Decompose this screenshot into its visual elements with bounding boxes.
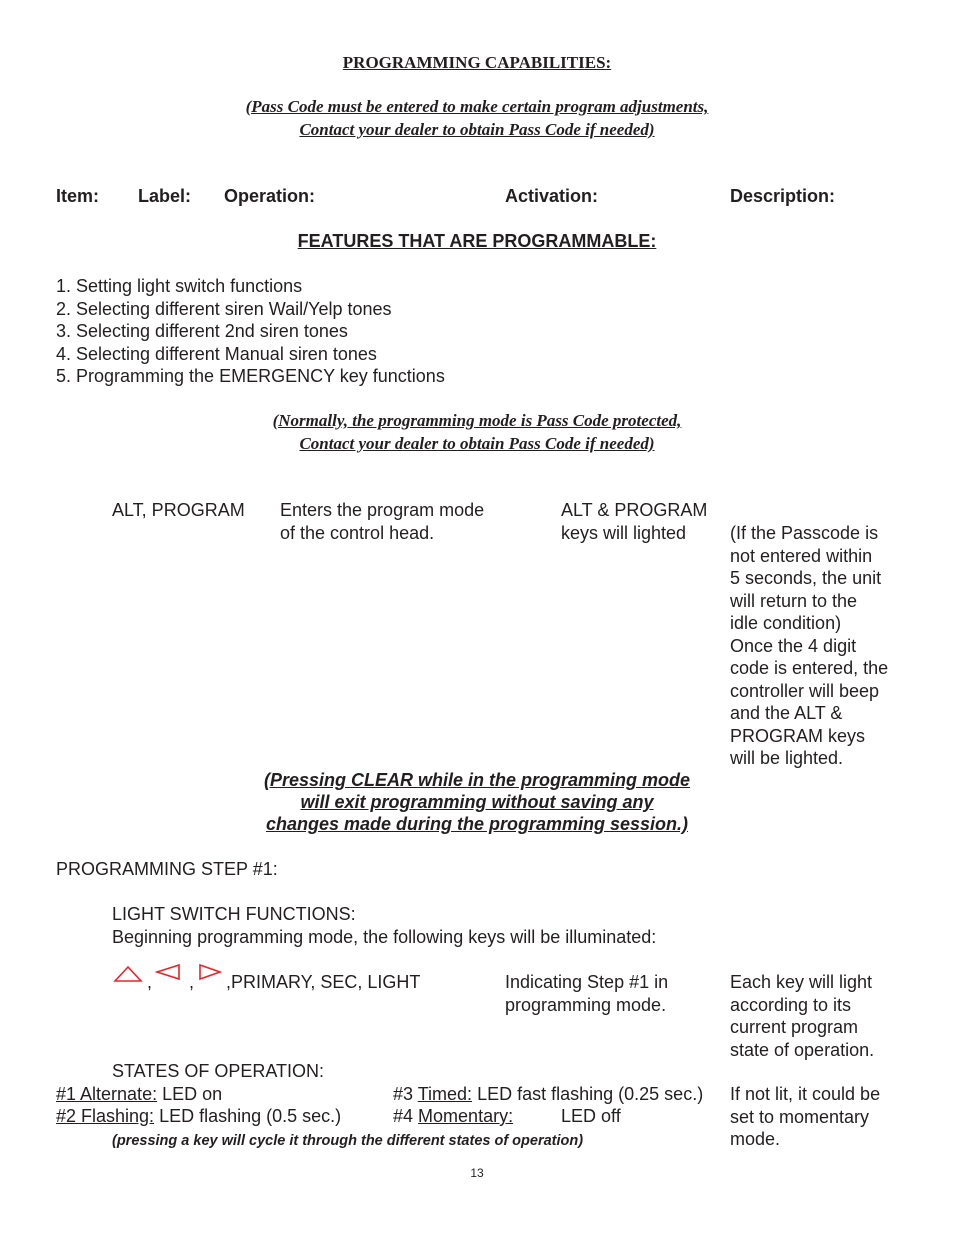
state3-label: Timed:	[417, 1084, 473, 1104]
description-line: Once the 4 digit	[730, 635, 857, 656]
keys-text: ,PRIMARY, SEC, LIGHT	[226, 972, 421, 992]
momentary-note-line: set to momentary	[730, 1106, 870, 1127]
state3-row	[393, 1083, 703, 1106]
state2-label: #2 Flashing:	[56, 1106, 155, 1126]
activation-line: ALT & PROGRAM	[561, 500, 708, 520]
right-arrow-icon	[198, 964, 222, 980]
step1-subheading: LIGHT SWITCH FUNCTIONS:	[112, 904, 356, 924]
passcode-note-line-2: Contact your dealer to obtain Pass Code if needed)	[299, 120, 655, 139]
state1-label: #1 Alternate:	[56, 1084, 158, 1104]
column-header-activation: Activation:	[505, 186, 599, 206]
state4-row	[393, 1105, 513, 1128]
page-title: PROGRAMMING CAPABILITIES:	[342, 53, 612, 72]
activation-line: Indicating Step #1 in	[505, 972, 669, 992]
activation-line: keys will lighted	[561, 522, 687, 543]
momentary-note-line: If not lit, it could be	[730, 1084, 881, 1104]
description-line: and the ALT &	[730, 703, 843, 723]
momentary-note	[730, 1083, 880, 1151]
program-row-operation	[280, 499, 484, 544]
description-line: controller will beep	[730, 680, 880, 701]
key-separator: ,	[189, 972, 195, 992]
list-item: 2. Selecting different siren Wail/Yelp tones	[56, 298, 392, 319]
column-header-operation: Operation:	[224, 186, 316, 206]
step1-description	[730, 971, 874, 1061]
passcode-note-line-1: (Pass Code must be entered to make certain program adjustments,	[245, 97, 709, 116]
list-item: 5. Programming the EMERGENCY key functions	[56, 366, 445, 386]
list-item: 4. Selecting different Manual siren tones	[56, 343, 377, 364]
left-arrow-icon	[155, 964, 181, 980]
operation-line: of the control head.	[280, 522, 435, 543]
description-line: PROGRAM keys	[730, 725, 866, 746]
column-header-item: Item:	[56, 186, 100, 206]
state4-label: Momentary:	[418, 1106, 514, 1126]
description-line: idle condition)	[730, 613, 842, 633]
state4-value: LED off	[561, 1106, 621, 1126]
page-number: 13	[470, 1166, 484, 1180]
cycle-note: (pressing a key will cycle it through the different states of operation)	[112, 1133, 584, 1149]
state1-row	[56, 1083, 222, 1106]
state1-value: LED on	[162, 1084, 223, 1104]
state2-row	[56, 1105, 341, 1128]
step1-heading: PROGRAMMING STEP #1:	[56, 859, 278, 879]
description-line: state of operation.	[730, 1039, 875, 1060]
description-line: will be lighted.	[730, 748, 844, 768]
list-item: 1. Setting light switch functions	[56, 276, 303, 296]
state3-value: LED fast flashing (0.25 sec.)	[477, 1084, 704, 1104]
protected-note-line-2: Contact your dealer to obtain Pass Code if needed)	[299, 434, 655, 453]
clear-note-line-2: will exit programming without saving any	[300, 792, 654, 812]
list-item: 3. Selecting different 2nd siren tones	[56, 321, 348, 341]
features-list	[56, 275, 445, 388]
step1-activation	[505, 971, 668, 1016]
program-row-description	[730, 522, 888, 770]
description-line: 5 seconds, the unit	[730, 568, 882, 588]
states-heading: STATES OF OPERATION:	[112, 1061, 325, 1081]
up-arrow-icon	[114, 966, 142, 982]
description-line: current program	[730, 1017, 859, 1037]
state3-prefix: #3	[393, 1084, 414, 1104]
column-header-description: Description:	[730, 186, 836, 206]
description-line: according to its	[730, 994, 852, 1015]
state4-prefix: #4	[393, 1106, 414, 1126]
state2-value: LED flashing (0.5 sec.)	[159, 1106, 342, 1126]
key-separator: ,	[147, 972, 153, 992]
activation-line: programming mode.	[505, 994, 667, 1015]
description-line: (If the Passcode is	[730, 523, 879, 543]
step1-intro: Beginning programming mode, the following keys will be illuminated:	[112, 927, 657, 947]
protected-note-line-1: (Normally, the programming mode is Pass Code protected,	[272, 411, 682, 430]
momentary-note-line: mode.	[730, 1129, 781, 1149]
description-line: Each key will light	[730, 972, 873, 992]
description-line: not entered within	[730, 545, 873, 566]
clear-note-line-3: changes made during the programming session.)	[265, 814, 689, 834]
description-line: code is entered, the	[730, 658, 889, 678]
program-row-label: ALT, PROGRAM	[112, 500, 245, 520]
clear-note-line-1: (Pressing CLEAR while in the programming mode	[263, 770, 691, 790]
program-row-activation	[561, 499, 707, 544]
description-line: will return to the	[730, 590, 858, 611]
column-header-label: Label:	[138, 186, 192, 206]
features-heading: FEATURES THAT ARE PROGRAMMABLE:	[297, 231, 657, 251]
operation-line: Enters the program mode	[280, 500, 485, 520]
